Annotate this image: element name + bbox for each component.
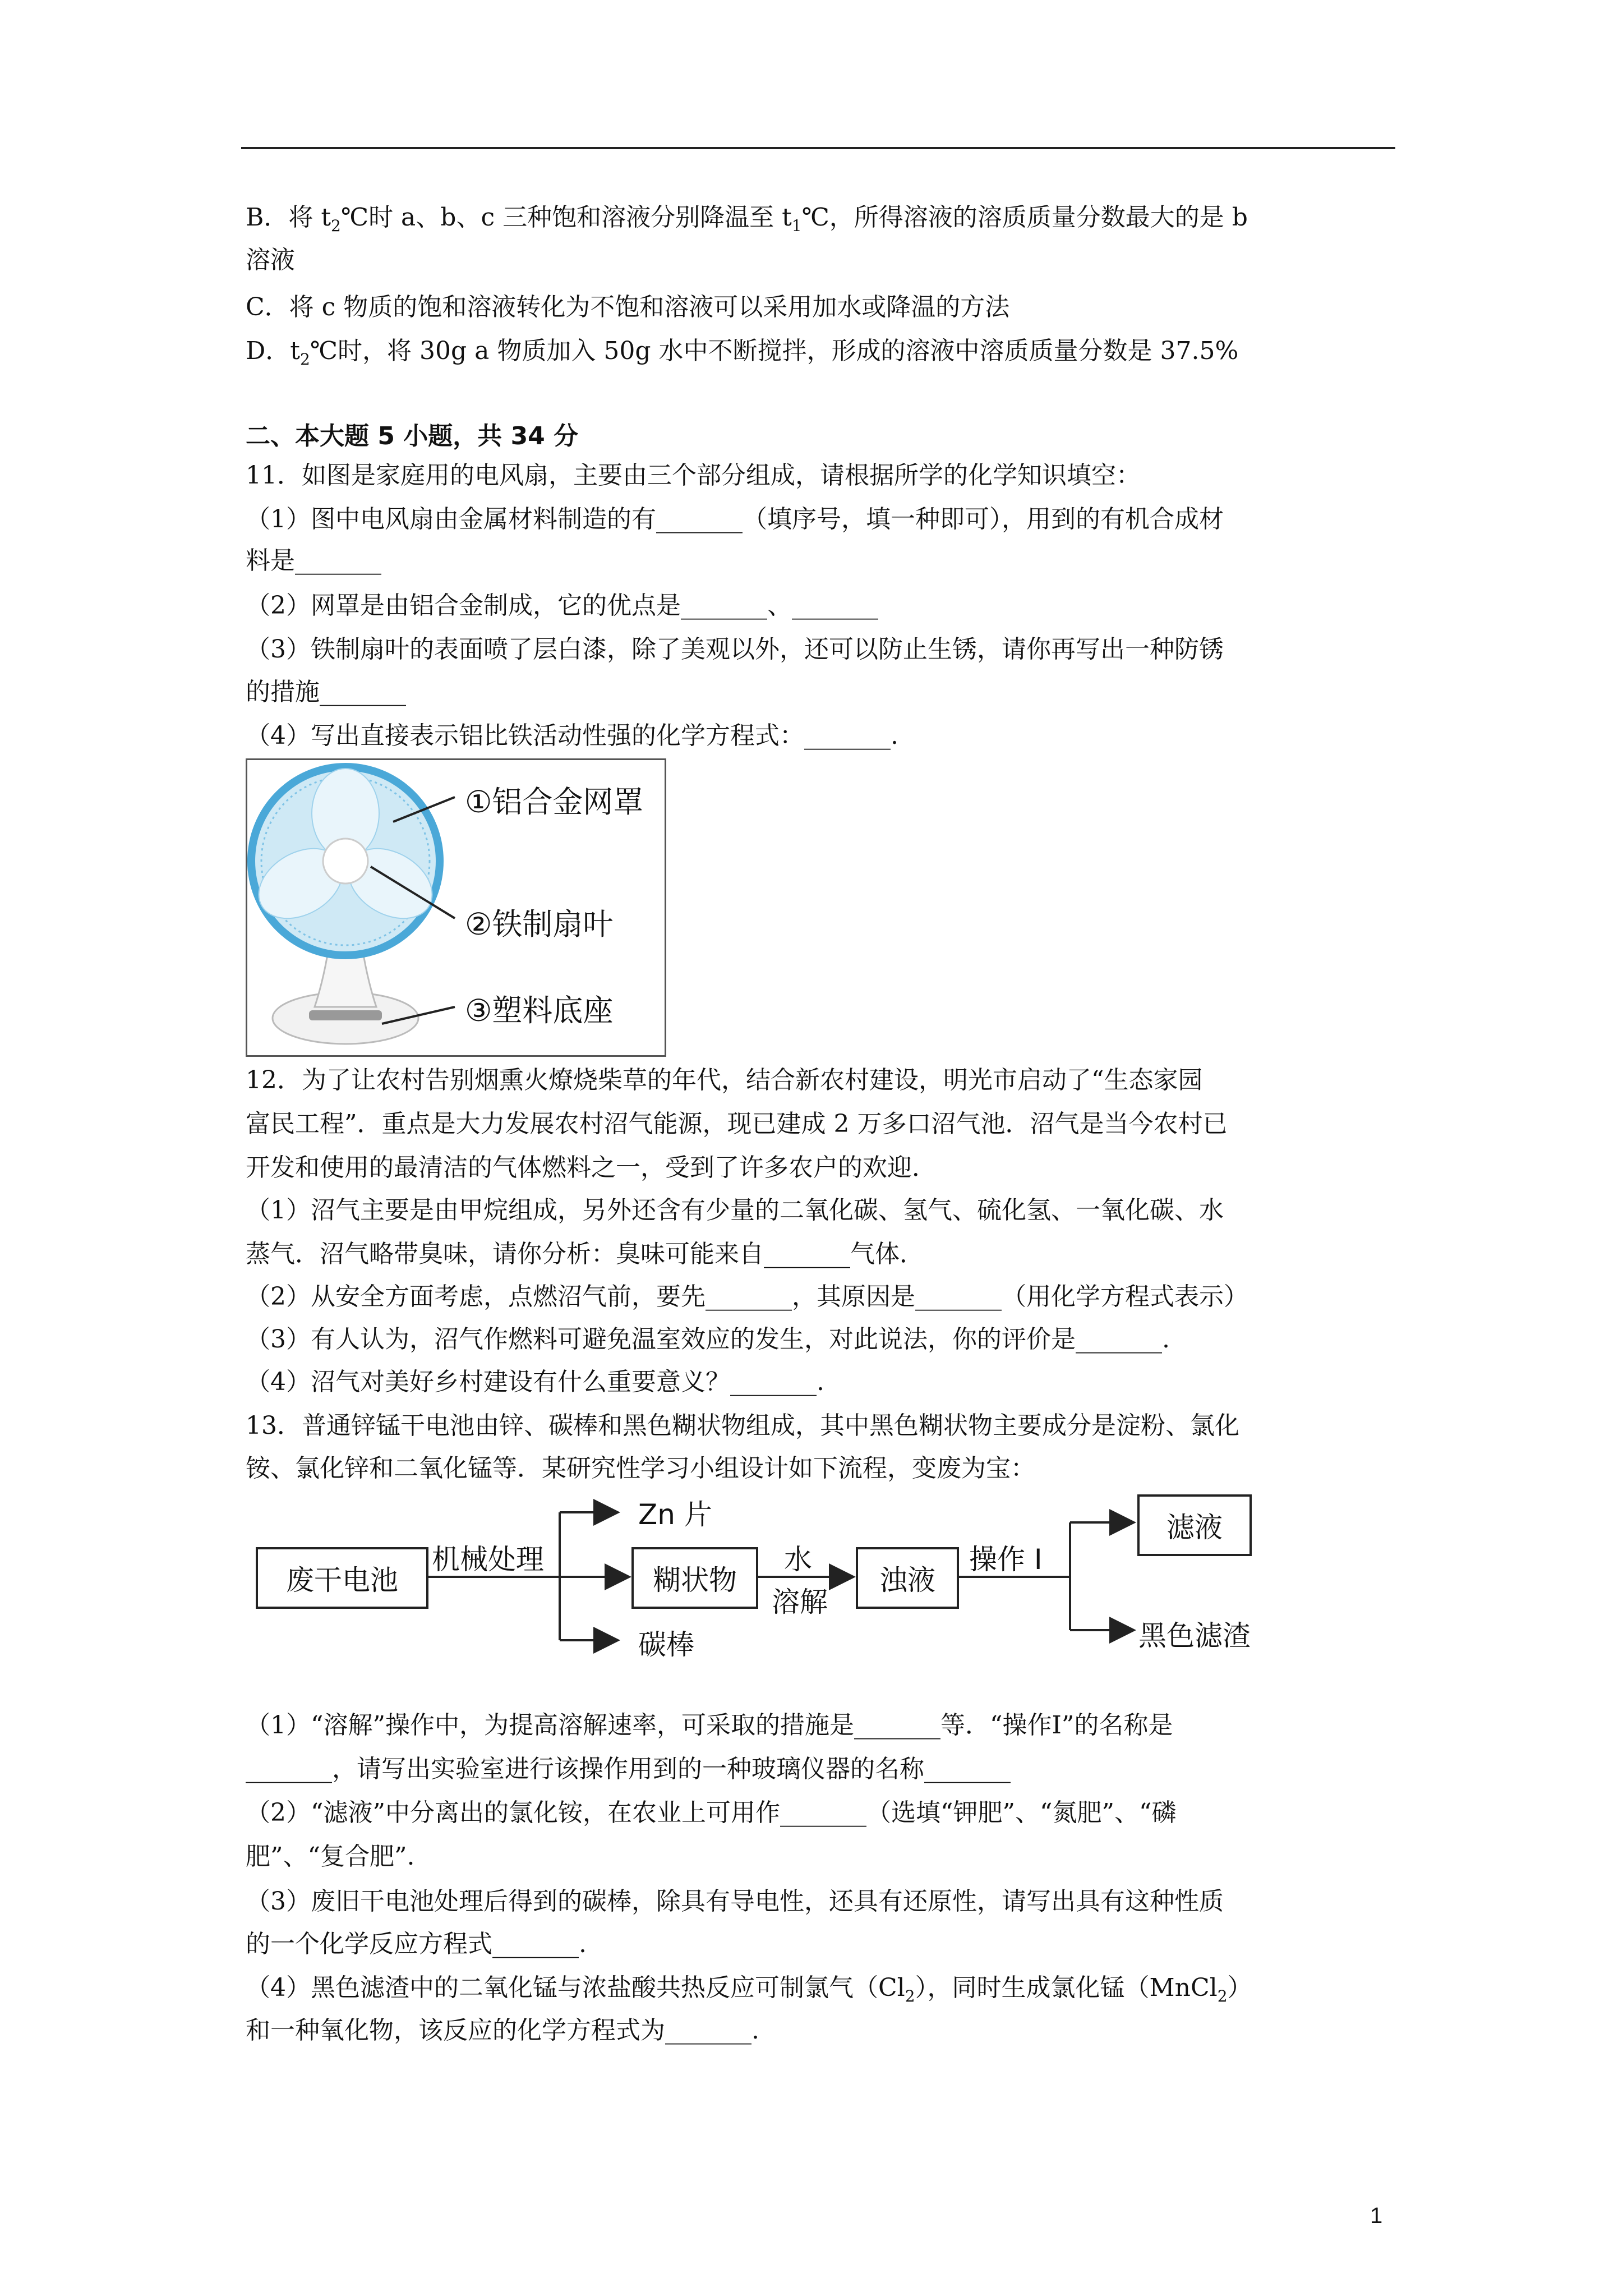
subscript: 2 <box>905 1986 915 2005</box>
text-line <box>246 1752 1401 1786</box>
text-segment: ℃时，将 30g a 物质加入 50g 水中不断搅拌，形成的溶液中溶质质量分数是 37.5% <box>310 337 1239 365</box>
header-rule <box>241 147 1395 149</box>
text-line <box>246 291 1401 324</box>
text-line <box>246 1365 1401 1399</box>
subscript: 2 <box>299 349 310 369</box>
label-mechanical: 机械处理 <box>432 1543 544 1576</box>
text-line <box>246 544 1401 578</box>
text-segment: （1）沼气主要是由甲烷组成，另外还含有少量的二氧化碳、氢气、硫化氢、一氧化碳、水 <box>246 1196 1224 1225</box>
text-line <box>246 1151 1401 1185</box>
page-number: 1 <box>1370 2203 1383 2228</box>
label-black-residue: 黑色滤渣 <box>1138 1619 1251 1652</box>
text-line <box>246 1194 1401 1227</box>
text-segment: 和一种氧化物，该反应的化学方程式为_______. <box>246 2016 759 2045</box>
label-operation-1: 操作 I <box>969 1543 1043 1576</box>
box-turbid: 浊液 <box>856 1547 959 1609</box>
text-segment: 开发和使用的最清洁的气体燃料之一，受到了许多农户的欢迎． <box>246 1153 937 1182</box>
text-line <box>246 1280 1401 1314</box>
subscript: 2 <box>1217 1986 1228 2005</box>
text-line <box>246 459 1401 493</box>
text-line <box>246 1885 1401 1918</box>
fan-label-base: ③塑料底座 <box>465 993 614 1028</box>
subscript: 1 <box>791 216 802 235</box>
text-line <box>246 1452 1401 1485</box>
text-line <box>246 1323 1401 1356</box>
label-zn: Zn 片 <box>638 1498 712 1531</box>
fan-label-guard: ①铝合金网罩 <box>465 784 644 820</box>
text-segment: 11．如图是家庭用的电风扇，主要由三个部分组成，请根据所学的化学知识填空： <box>246 461 1141 490</box>
text-segment: 料是_______ <box>246 546 381 575</box>
text-segment: 溶液 <box>246 246 295 274</box>
text-line <box>246 589 1401 623</box>
text-segment: （1）“溶解”操作中，为提高溶解速率，可采取的措施是_______等．“操作Ⅰ”的名称是 <box>246 1711 1173 1740</box>
text-line <box>246 1064 1401 1097</box>
text-segment: （2）从安全方面考虑，点燃沼气前，要先_______，其原因是_______（用化学方程式表示） <box>246 1282 1248 1311</box>
text-line <box>246 1971 1401 2005</box>
text-line <box>246 2014 1401 2047</box>
text-line <box>246 334 1401 368</box>
text-segment: 富民工程”．重点是大力发展农村沼气能源，现已建成 2 万多口沼气池．沼气是当今农村已 <box>246 1110 1228 1138</box>
fan-label-blade: ②铁制扇叶 <box>465 907 614 942</box>
section-heading <box>246 420 1401 453</box>
fan-figure <box>246 758 666 1057</box>
text-line <box>246 1796 1401 1830</box>
subscript: 2 <box>331 216 341 235</box>
text-line <box>246 1409 1401 1443</box>
text-line <box>246 243 1401 277</box>
text-segment: _______，请写出实验室进行该操作用到的一种玻璃仪器的名称_______ <box>246 1755 1011 1783</box>
text-line <box>246 1927 1401 1961</box>
box-waste-battery: 废干电池 <box>256 1547 428 1609</box>
text-segment: 12．为了让农村告别烟熏火燎烧柴草的年代，结合新农村建设，明光市启动了“生态家园 <box>246 1066 1203 1094</box>
text-segment: （3）有人认为，沼气作燃料可避免温室效应的发生，对此说法，你的评价是_______. <box>246 1325 1170 1354</box>
text-segment: （1）图中电风扇由金属材料制造的有_______（填序号，填一种即可），用到的有机合成材 <box>246 505 1224 533</box>
text-line <box>246 1709 1401 1742</box>
box-filtrate: 滤液 <box>1137 1494 1252 1556</box>
text-segment: 肥”、“复合肥”. <box>246 1842 415 1871</box>
label-water: 水 <box>784 1543 812 1576</box>
label-carbon-rod: 碳棒 <box>638 1628 694 1661</box>
text-segment: （4）黑色滤渣中的二氧化锰与浓盐酸共热反应可制氯气（Cl <box>246 1973 905 2002</box>
text-segment: （4）写出直接表示铝比铁活动性强的化学方程式：_______. <box>246 721 898 750</box>
text-segment: ），同时生成氯化锰（MnCl <box>915 1973 1218 2002</box>
text-line <box>246 1840 1401 1874</box>
text-line <box>246 675 1401 709</box>
text-line <box>246 719 1401 753</box>
text-segment: ） <box>1227 1973 1252 2002</box>
text-segment: C．将 c 物质的饱和溶液转化为不饱和溶液可以采用加水或降温的方法 <box>246 293 1010 321</box>
text-segment: 二、本大题 5 小题，共 34 分 <box>246 422 579 450</box>
flowchart <box>246 1490 1255 1669</box>
text-segment: B．将 t <box>246 203 331 232</box>
text-line <box>246 1107 1401 1141</box>
text-segment: ℃时 a、b、c 三种饱和溶液分别降温至 t <box>340 203 792 232</box>
text-line <box>246 633 1401 666</box>
text-line <box>246 503 1401 536</box>
text-segment: ℃，所得溶液的溶质质量分数最大的是 b <box>801 203 1248 232</box>
text-segment: 13．普通锌锰干电池由锌、碳棒和黑色糊状物组成，其中黑色糊状物主要成分是淀粉、氯化 <box>246 1411 1239 1440</box>
text-line <box>246 201 1401 234</box>
text-segment: （2）“滤液”中分离出的氯化铵，在农业上可用作_______（选填“钾肥”、“氮肥”、“磷 <box>246 1798 1177 1827</box>
text-segment: （3）废旧干电池处理后得到的碳棒，除具有导电性，还具有还原性，请写出具有这种性质 <box>246 1887 1224 1916</box>
text-segment: 的措施_______ <box>246 678 406 706</box>
text-segment: 蒸气．沼气略带臭味，请你分析：臭味可能来自_______气体． <box>246 1240 924 1268</box>
text-segment: D．t <box>246 337 300 365</box>
text-segment: （2）网罩是由铝合金制成，它的优点是_______、_______ <box>246 591 878 620</box>
label-dissolve: 溶解 <box>772 1586 828 1618</box>
text-segment: 铵、氯化锌和二氧化锰等．某研究性学习小组设计如下流程，变废为宝： <box>246 1454 1035 1483</box>
text-segment: 的一个化学反应方程式_______. <box>246 1930 587 1958</box>
box-paste: 糊状物 <box>631 1547 758 1609</box>
text-line <box>246 1237 1401 1271</box>
text-segment: （3）铁制扇叶的表面喷了层白漆，除了美观以外，还可以防止生锈，请你再写出一种防锈 <box>246 635 1224 664</box>
text-segment: （4）沼气对美好乡村建设有什么重要意义？_______. <box>246 1368 824 1396</box>
